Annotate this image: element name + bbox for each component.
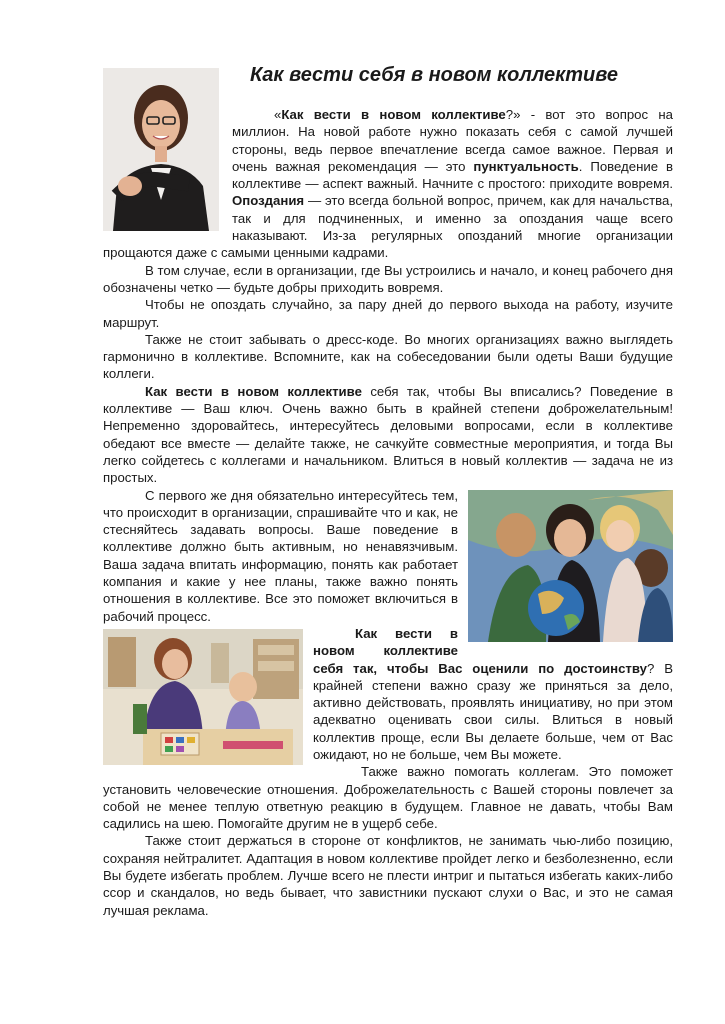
open-quote: «	[274, 107, 282, 122]
paragraph-9: Также стоит держаться в стороне от конфликтов, не занимать чью-либо позицию, сохраняя нейтралитет. Адаптация в новом коллективе пройдет легко и безболезненно, если Вы будете избегать проблем. Лучше всего не плести интриг и пытаться избегать каких-либо ссор и скандалов, но ведь бывает, что завистники пускают слухи о Вас, и это не самая лучшая реклама.	[103, 833, 673, 918]
paragraph-2: В том случае, если в организации, где Вы устроились и начало, и конец рабочего дня обозначены четко — будьте добры приходить вовремя.	[103, 262, 673, 295]
paragraph-3: Чтобы не опоздать случайно, за пару дней до первого выхода на работу, изучите маршрут.	[103, 297, 673, 330]
paragraph-5	[103, 383, 673, 487]
bold-punctuality: пунктуальность	[473, 158, 579, 174]
teacher-children-globe-photo	[468, 490, 673, 642]
paragraph-text: ?» - вот это вопрос на миллион. На новой работе нужно показать себя с самой лучшей стороны, ведь первое впечатление всегда самое важное. Первая и очень важная рекомендация — это	[232, 107, 673, 174]
paragraph-text: — это всегда больной вопрос, причем, как для начальства, так и для подчиненных, и именно за опоздания чаще всего наказывают. Из-за регулярных опозданий многие организации прощаются даже с самыми ценными кадрами.	[103, 193, 673, 261]
article-body	[103, 106, 673, 919]
article-title: Как вести себя в новом коллективе	[250, 64, 618, 86]
paragraph-text: . Поведение в коллективе — аспект важный. Начните с простого: приходите вовремя.	[232, 158, 673, 192]
woman-child-classroom-photo	[103, 629, 303, 765]
paragraph-text: себя так, чтобы Вы вписались? Поведение в коллективе — Ваш ключ. Очень важно быть в крайней степени доброжелательным! Непременно здоровайтесь, интересуйтесь деловыми вопросами, если в коллективе обедают все вместе — делайте также, не сачкуйте совместные мероприятия, и тогда Вы легко сойдетесь с коллегами и начальником. Влиться в новый коллектив — задача не из простых.	[103, 383, 673, 486]
paragraph-text: ? В крайней степени важно сразу же приняться за дело, активно действовать, проявлять инициативу, но при этом адекватно оценивать свои силы. Влиться в новый коллектив проще, если Вы делаете больше, чем от Вас ожидают, но не больше, чем Вы можете.	[313, 660, 673, 762]
bold-lateness: Опоздания	[232, 193, 305, 209]
bold-phrase: Как вести в новом коллективе себя так, чтобы Вас оценили по достоинству	[313, 625, 647, 676]
bold-phrase: Как вести в новом коллективе	[281, 107, 506, 122]
paragraph-4: Также не стоит забывать о дресс-коде. Во многих организациях важно выглядеть гармонично в коллективе. Вспомните, как на собеседовании были одеты Ваши будущие коллеги.	[103, 331, 673, 382]
paragraph-6: С первого же дня обязательно интересуйтесь тем, что происходит в организации, спрашивайте что и как, не стесняйтесь задавать вопросы. Ваше поведение в коллективе должно быть активным, но ненавязчивым. Ваша задача впитать информацию, понять как работает компания и какие у нее планы, также важно понять отношения в коллективе. Все это поможет включиться в рабочий процесс.	[103, 487, 458, 624]
paragraph-8: Также важно помогать коллегам. Это поможет установить человеческие отношения. Доброжелательность с Вашей стороны повлечет за собой не менее теплую ответную реакцию в будущем. Главное не давать, чтобы Вам садились на шею. Помогайте другим не в ущерб себе.	[103, 764, 673, 832]
bold-phrase: Как вести в новом коллективе	[145, 383, 362, 399]
businesswoman-handshake-photo	[103, 68, 219, 231]
